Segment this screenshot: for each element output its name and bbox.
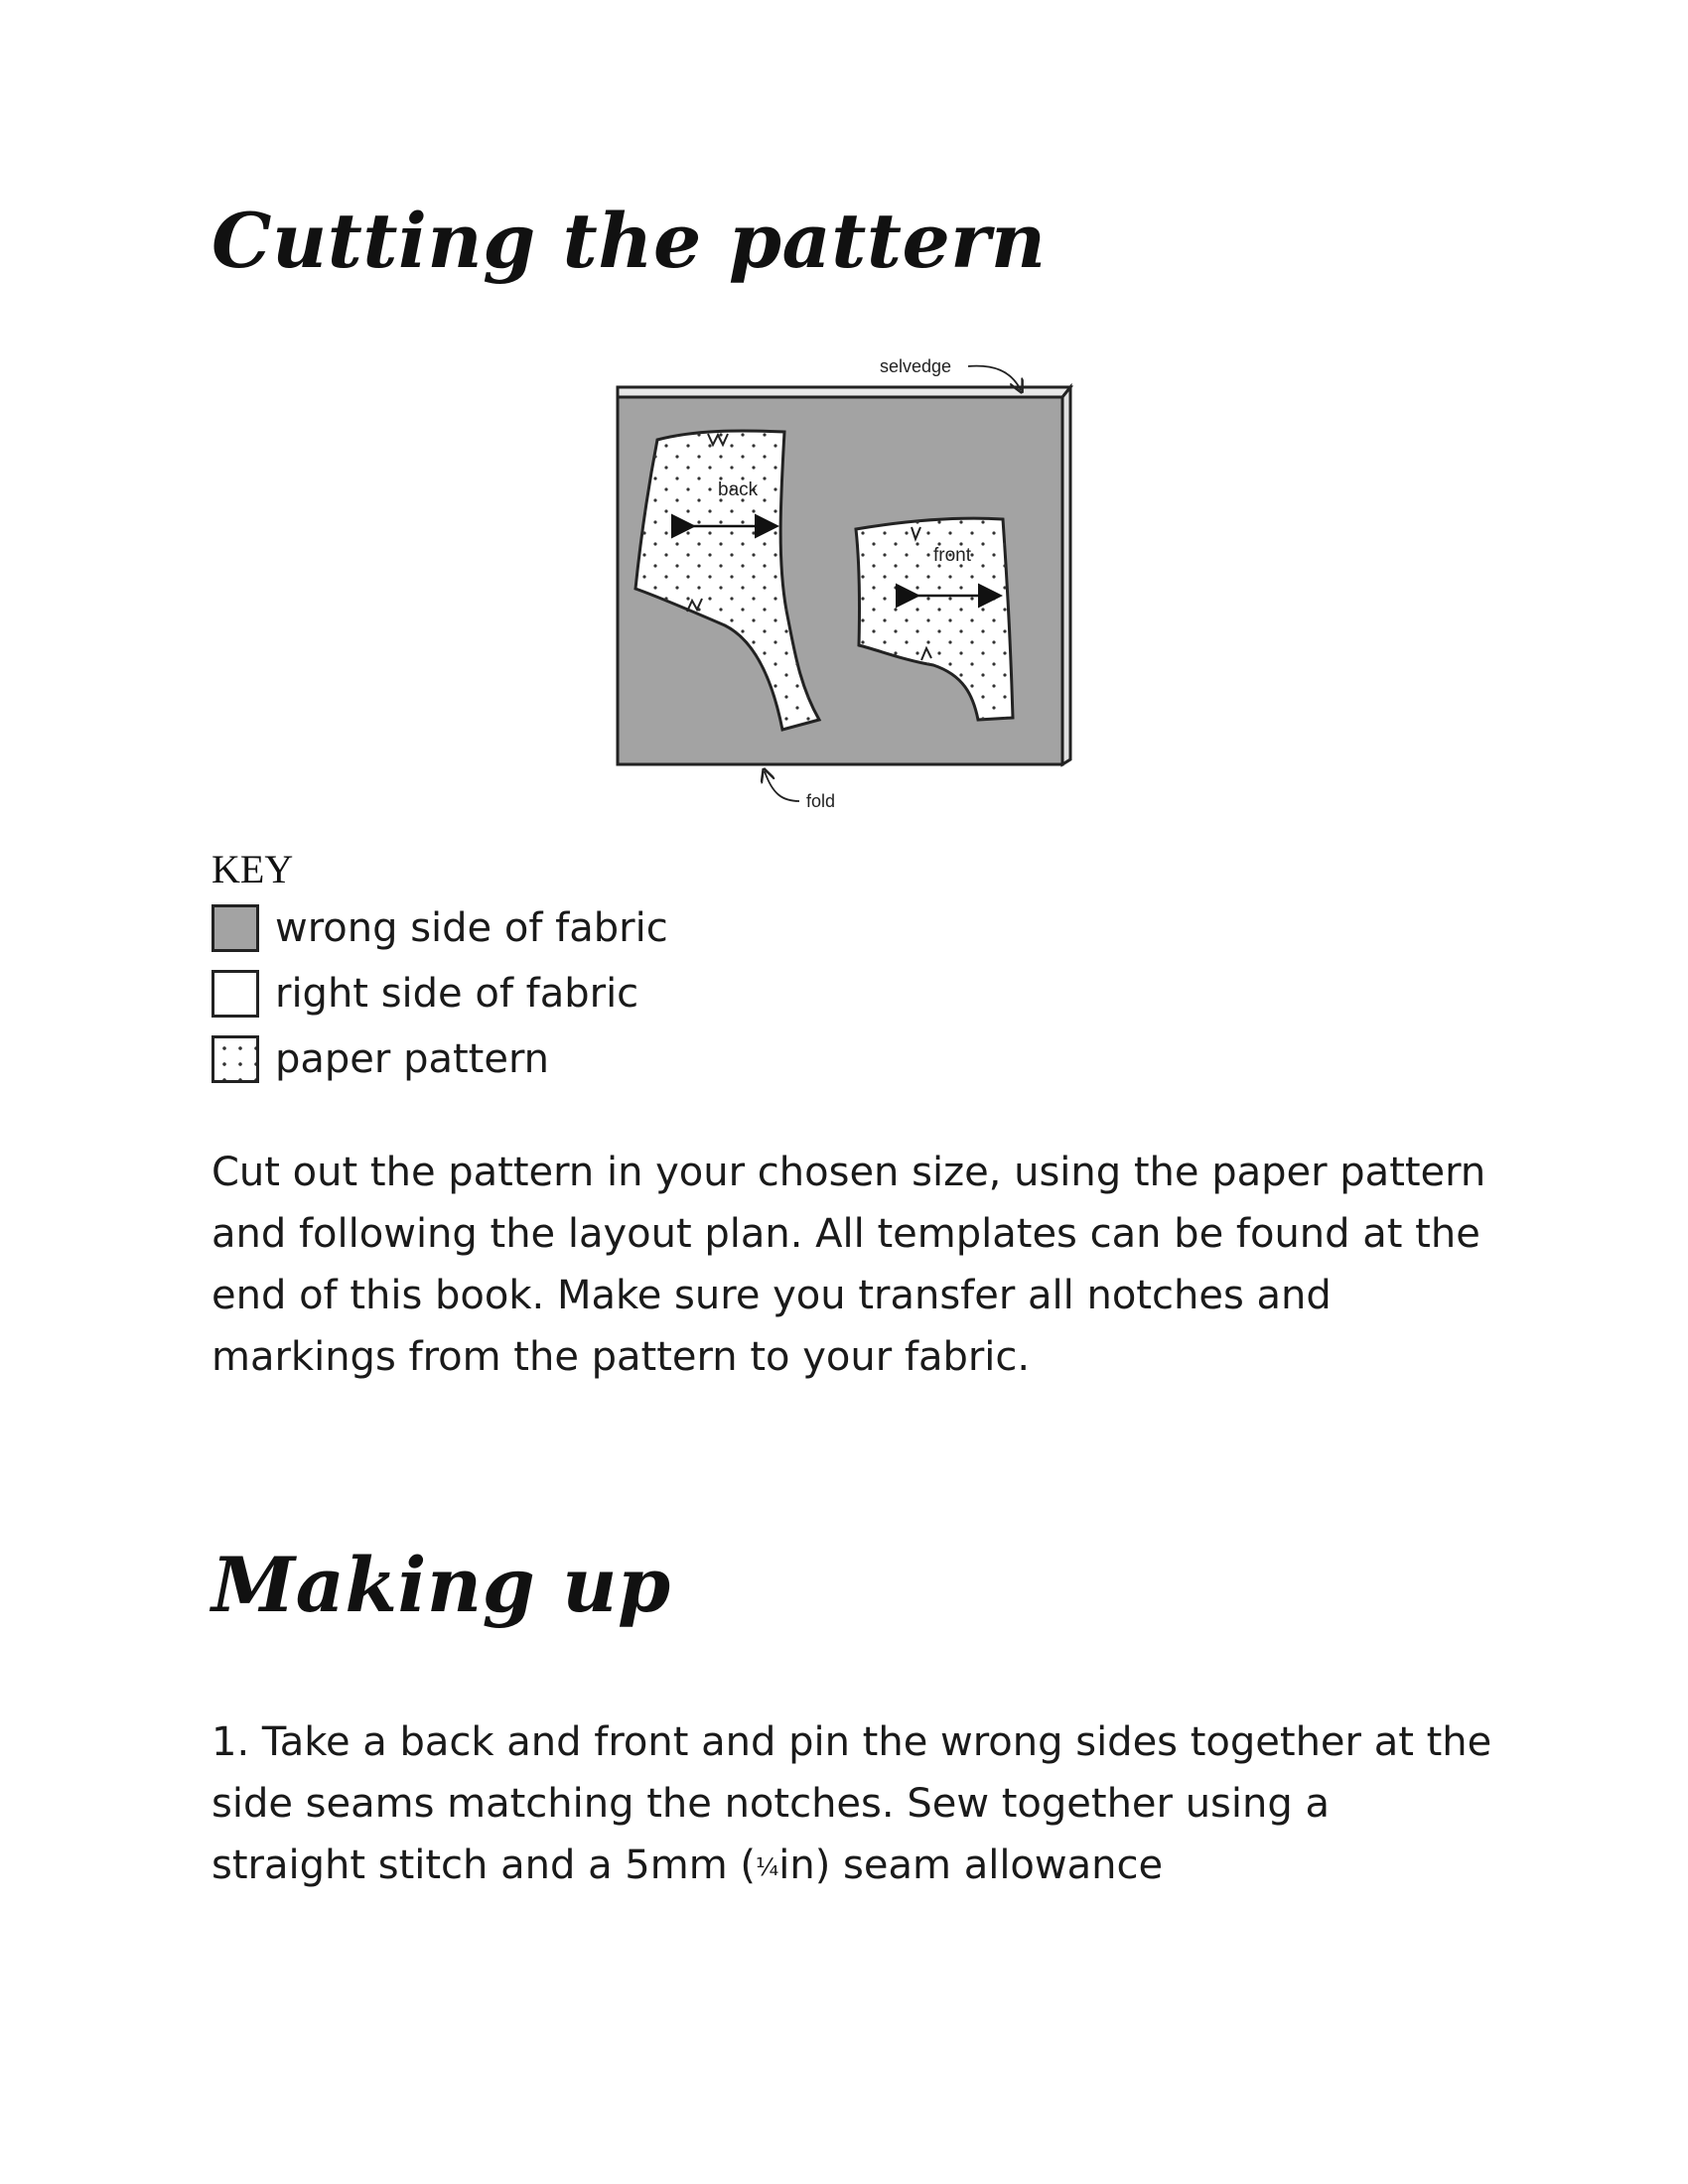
key-item-wrong-side — [211, 895, 668, 961]
fold-pointer-icon — [765, 771, 799, 801]
fold-callout — [765, 771, 835, 811]
step-text-start: Take a back and front and pin the wrong sides together at the side seams matching the notches. Sew together using a straight stitch and a 5mm ( — [211, 1719, 1492, 1888]
selvedge-label: selvedge — [880, 356, 952, 376]
key-item-paper-pattern — [211, 1026, 668, 1092]
key-item-right-side — [211, 961, 668, 1026]
paper-pattern-swatch-icon — [211, 1035, 259, 1083]
key-title: KEY — [211, 847, 294, 891]
right-side-swatch-icon — [211, 970, 259, 1018]
cutting-instructions-paragraph: Cut out the pattern in your chosen size, using the paper pattern and following the layout plan. All templates can be found at the end of this book. Make sure you transfer all notches and markings from the pattern to your fabric. — [211, 1150, 1486, 1380]
fold-label: fold — [806, 791, 836, 811]
selvedge-callout — [880, 356, 1021, 390]
step-fraction: ¹⁄₄ — [756, 1853, 779, 1881]
key-item-label: right side of fabric — [275, 971, 639, 1017]
fabric-key — [211, 844, 668, 1092]
page-heading-cutting: Cutting the pattern — [211, 197, 1047, 285]
wrong-side-swatch-icon — [211, 904, 259, 952]
page-heading-making-up: Making up — [211, 1541, 671, 1629]
step-number: 1. — [211, 1719, 250, 1765]
front-piece-label: front — [933, 545, 972, 566]
step-text-end: in) seam allowance — [778, 1843, 1164, 1888]
key-item-label: wrong side of fabric — [275, 905, 668, 951]
back-piece-label: back — [718, 479, 759, 500]
step-1-paragraph — [211, 1711, 1492, 1898]
key-item-label: paper pattern — [275, 1036, 550, 1082]
cutting-layout-diagram — [596, 352, 1092, 819]
